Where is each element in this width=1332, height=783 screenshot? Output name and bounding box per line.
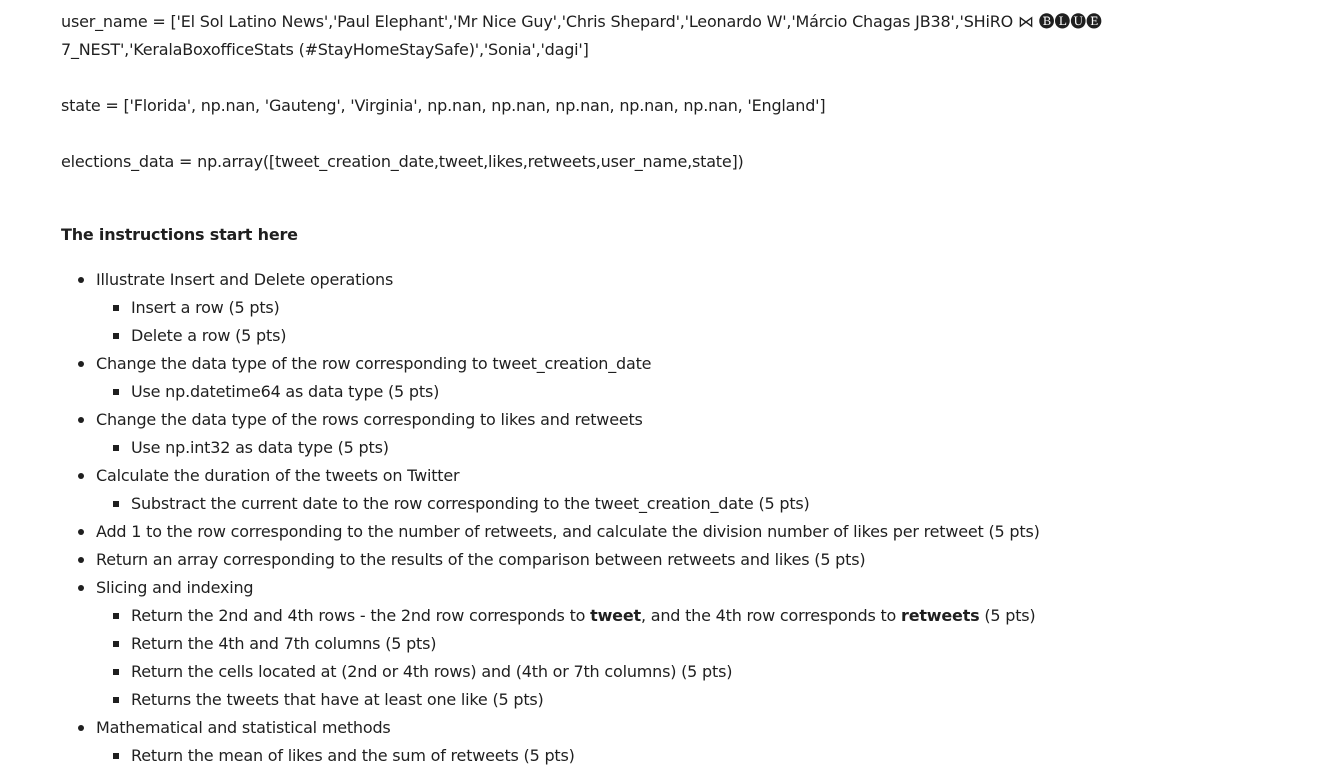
instruction-subitem: Use np.datetime64 as data type (5 pts) [96, 378, 1323, 406]
instruction-item-text: Add 1 to the row corresponding to the number of retweets, and calculate the division number of likes per retweet (5 pts) [96, 522, 1040, 541]
instruction-item [61, 714, 1323, 770]
elections-data-code-line: elections_data = np.array([tweet_creation_date,tweet,likes,retweets,user_name,state]) [61, 152, 744, 171]
instructions-list [61, 266, 1323, 770]
emphasized-term: tweet [590, 606, 641, 625]
instruction-item-text: Change the data type of the row corresponding to tweet_creation_date [96, 354, 652, 373]
instruction-subitems [96, 742, 1323, 770]
instruction-subitem: Use np.int32 as data type (5 pts) [96, 434, 1323, 462]
instruction-subitems [96, 602, 1323, 714]
instruction-subitem: Return the cells located at (2nd or 4th rows) and (4th or 7th columns) (5 pts) [96, 658, 1323, 686]
instruction-subitem: Returns the tweets that have at least one like (5 pts) [96, 686, 1323, 714]
instruction-item-text: Illustrate Insert and Delete operations [96, 270, 394, 289]
instruction-item [61, 406, 1323, 462]
instruction-subitems [96, 434, 1323, 462]
instruction-item [61, 574, 1323, 714]
instruction-item-text: Mathematical and statistical methods [96, 718, 391, 737]
instruction-item [61, 350, 1323, 406]
subitem-text-part: (5 pts) [979, 606, 1036, 625]
instruction-subitem: Return the mean of likes and the sum of retweets (5 pts) [96, 742, 1323, 770]
emphasized-term: retweets [901, 606, 980, 625]
instruction-subitem: Substract the current date to the row corresponding to the tweet_creation_date (5 pts) [96, 490, 1323, 518]
instruction-item [61, 518, 1323, 546]
instruction-item [61, 462, 1323, 518]
instruction-item-text: Calculate the duration of the tweets on Twitter [96, 466, 460, 485]
instruction-item-text: Slicing and indexing [96, 578, 254, 597]
user-name-code-line: user_name = ['El Sol Latino News','Paul Elephant','Mr Nice Guy','Chris Shepard','Leonardo W','Márcio Chagas JB38','SHiRO ⋈ 🅑🅛🅤🅔 7_NEST','KeralaBoxofficeStats (#StayHomeStaySafe)','Sonia','dagi'] [61, 12, 1102, 59]
instruction-item [61, 266, 1323, 350]
instruction-subitem: Return the 4th and 7th columns (5 pts) [96, 630, 1323, 658]
notebook-markdown-cell [61, 8, 1323, 770]
instruction-item-text: Change the data type of the rows corresponding to likes and retweets [96, 410, 643, 429]
instructions-heading: The instructions start here [61, 225, 298, 244]
subitem-text-part: Return the 2nd and 4th rows - the 2nd row corresponds to [131, 606, 591, 625]
instruction-subitem: Delete a row (5 pts) [96, 322, 1323, 350]
instruction-subitems [96, 378, 1323, 406]
instruction-item [61, 546, 1323, 574]
instruction-subitem: Insert a row (5 pts) [96, 294, 1323, 322]
instruction-subitem [96, 602, 1323, 630]
instruction-subitems [96, 294, 1323, 350]
instruction-subitems [96, 490, 1323, 518]
instruction-item-text: Return an array corresponding to the results of the comparison between retweets and likes (5 pts) [96, 550, 866, 569]
state-code-line: state = ['Florida', np.nan, 'Gauteng', 'Virginia', np.nan, np.nan, np.nan, np.nan, np.nan, 'England'] [61, 96, 826, 115]
subitem-text-part: , and the 4th row corresponds to [640, 606, 902, 625]
